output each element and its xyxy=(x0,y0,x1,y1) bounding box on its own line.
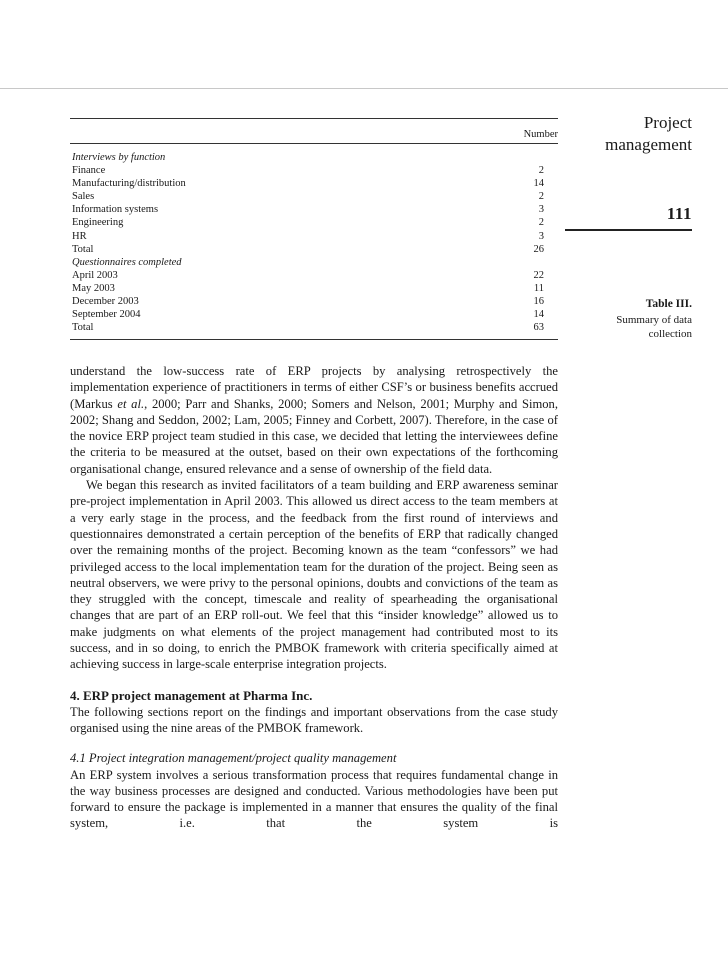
table-row xyxy=(70,164,558,177)
row-value: 3 xyxy=(538,230,544,242)
running-head-line1: Project xyxy=(643,113,692,132)
table-row xyxy=(70,230,558,243)
section-heading: 4. ERP project management at Pharma Inc. xyxy=(70,687,313,703)
paragraph: We began this research as invited facilitators of a team building and ERP awareness seminar pre-project implementation in April 2003. This allowed us direct access to the team members at a very early stage in the process, and the feedback from the first round of interviews and questionnaires demonstrated a certain perception of the benefits of ERP that radically changed over the remaining months of the project. Becoming known as the team “confessors” we had privileged access to the local implementation team for the duration of the project. Being seen as neutral observers, we were privy to the personal opinions, doubts and convictions of the team as they struggled with the concept, timescale and reality of spearheading the organisational changes that are part of an ERP roll-out. We feel that this “insider knowledge” allowed us to make judgments on what elements of the project management had contributed most to its success, and in so doing, to enrich the PMBOK framework with criteria specifically aimed at achieving success in large-scale enterprise integration projects. xyxy=(70,478,558,672)
table-header xyxy=(70,119,558,143)
section-heading-label: Questionnaires completed xyxy=(72,256,182,268)
row-value: 3 xyxy=(538,204,544,216)
row-label: April 2003 xyxy=(72,269,118,281)
table-row-total xyxy=(70,243,558,256)
running-head-line2: management xyxy=(605,135,692,154)
row-value: 14 xyxy=(533,309,544,321)
row-label: Manufacturing/distribution xyxy=(72,178,186,190)
row-value: 2 xyxy=(538,191,544,203)
citation-etal: et al. xyxy=(117,396,145,411)
page-top-rule xyxy=(0,88,728,89)
caption-line1: Summary of data xyxy=(616,314,692,326)
paragraph-text: understand the low-success rate of ERP projects by analysing retrospectively the implementation experience of practitioners in terms of either CSF’s or business benefits accrued (Markus xyxy=(70,364,558,411)
row-label: September 2004 xyxy=(72,309,141,321)
row-value: 63 xyxy=(533,322,544,334)
row-label: Total xyxy=(72,243,94,255)
table-caption xyxy=(565,314,692,341)
body-text xyxy=(70,363,558,832)
caption-line2: collection xyxy=(648,327,692,340)
row-value: 11 xyxy=(533,282,544,294)
row-value: 16 xyxy=(533,296,544,308)
row-value: 2 xyxy=(538,217,544,229)
row-label: December 2003 xyxy=(72,296,139,308)
row-label: Finance xyxy=(72,165,106,177)
table-row xyxy=(70,203,558,216)
section-heading xyxy=(70,151,558,164)
row-label: Information systems xyxy=(72,204,159,216)
section-heading xyxy=(70,256,558,269)
row-label: Total xyxy=(72,322,94,334)
row-value: 14 xyxy=(533,178,544,190)
page-number-rule xyxy=(565,229,692,231)
row-label: HR xyxy=(72,230,87,242)
subsection-heading: 4.1 Project integration management/project quality management xyxy=(70,751,397,766)
table-row xyxy=(70,269,558,282)
paragraph: The following sections report on the findings and important observations from the case study organised using the nine areas of the PMBOK framework. xyxy=(70,704,558,735)
section-heading-label: Interviews by function xyxy=(72,152,166,163)
table-bottom-rule xyxy=(70,339,558,340)
row-label: Sales xyxy=(72,191,95,203)
table-row xyxy=(70,190,558,203)
table-row xyxy=(70,308,558,321)
row-value: 22 xyxy=(533,269,544,281)
row-label: May 2003 xyxy=(72,282,115,294)
margin-column xyxy=(565,112,692,340)
table-row xyxy=(70,177,558,190)
table-body xyxy=(70,144,558,334)
table-label: Table III. xyxy=(645,298,692,310)
paragraph-text: , 2000; Parr and Shanks, 2000; Somers and Nelson, 2001; Murphy and Simon, 2002; Shang and Seddon, 2002; Lam, 2005; Finney and Corbett, 2007). Therefore, in the case of the novice ERP project team studied in this case, we decided that letting the interviewees define the criteria to be measured at the outset, based on their own expectations of the forthcoming organisational change, ensured relevance and a sense of ownership of the field data. xyxy=(70,396,558,476)
table-row xyxy=(70,282,558,295)
table-row xyxy=(70,295,558,308)
data-collection-table xyxy=(70,118,558,340)
page-number: 111 xyxy=(666,204,692,223)
row-value: 26 xyxy=(533,243,544,255)
table-row-total xyxy=(70,321,558,334)
row-value: 2 xyxy=(538,165,544,177)
table-row xyxy=(70,216,558,229)
paragraph xyxy=(70,363,558,477)
number-column-header: Number xyxy=(523,129,558,140)
paragraph: An ERP system involves a serious transformation process that requires fundamental change in the way business processes are designed and conducted. Various methodologies have been put forward to ensure the package is implemented in a manner that ensures the quality of the final system, i.e. that the system is xyxy=(70,767,558,831)
row-label: Engineering xyxy=(72,217,124,229)
